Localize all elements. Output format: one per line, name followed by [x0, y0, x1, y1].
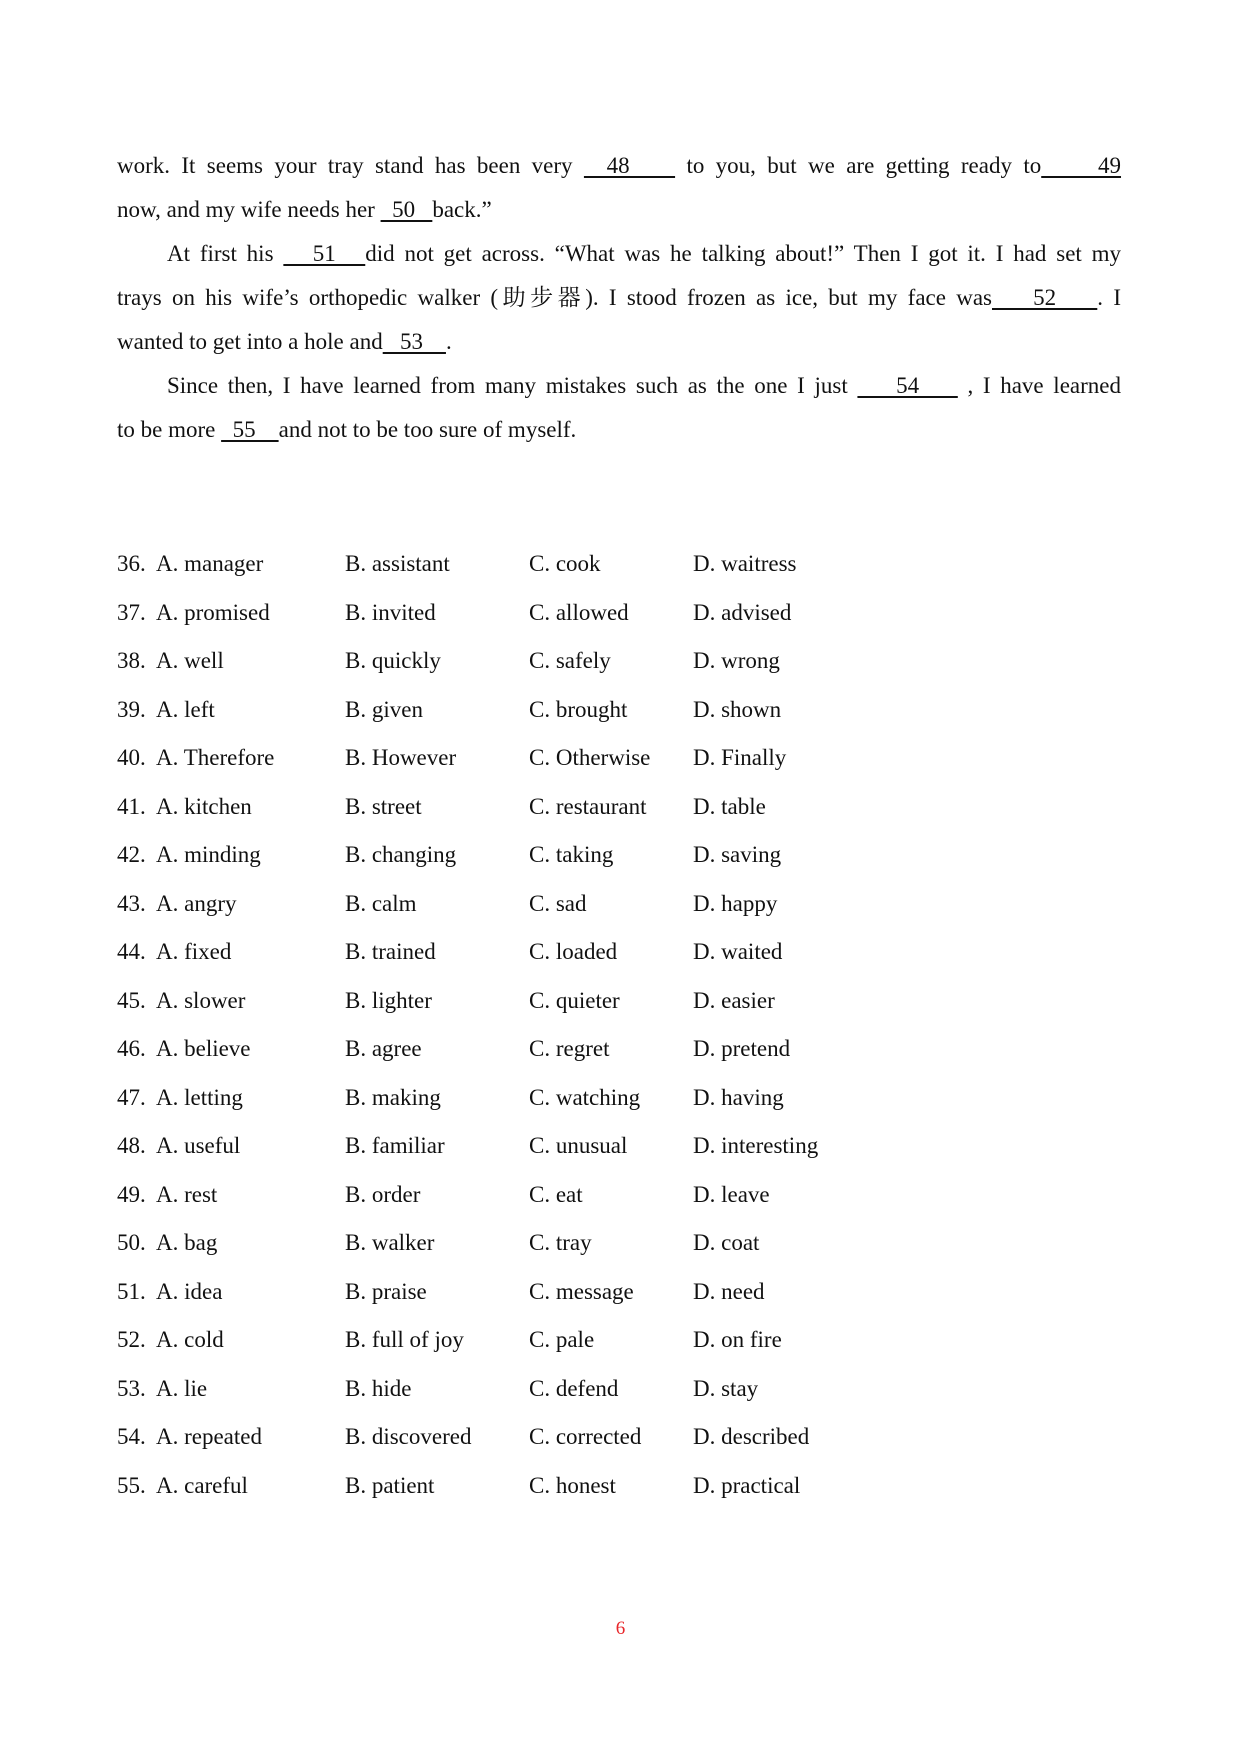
option-c: C. regret — [529, 1036, 610, 1061]
option-a: A. lie — [156, 1375, 208, 1401]
question-number: 54. — [117, 1424, 146, 1449]
option-b: B. assistant — [345, 551, 450, 576]
option-a: A. well — [156, 648, 224, 673]
option-b: B. quickly — [345, 648, 441, 673]
option-d: D. wrong — [693, 648, 780, 673]
option-d: D. advised — [693, 599, 792, 625]
passage-text: trays on his wife’s orthopedic walker (助步器). I stood frozen as ice, but my face was — [117, 285, 992, 310]
option-c: C. loaded — [529, 939, 618, 964]
passage-text: to be more — [117, 417, 216, 442]
option-d: D. shown — [693, 696, 782, 722]
passage-text: At first his — [167, 241, 274, 266]
question-number: 42. — [117, 842, 146, 867]
option-c: C. Otherwise — [529, 745, 651, 770]
question-number: 41. — [117, 793, 146, 819]
passage-line — [167, 372, 1121, 400]
option-b: B. order — [345, 1181, 421, 1207]
question-number: 37. — [117, 599, 146, 625]
option-c: C. safely — [529, 648, 611, 673]
option-a: A. Therefore — [156, 745, 275, 770]
question-number: 50. — [117, 1230, 146, 1255]
passage-text: back.” — [432, 197, 492, 222]
blank-55: 55 — [221, 417, 279, 442]
option-b: B. invited — [345, 599, 436, 625]
page-number: 6 — [615, 1618, 626, 1639]
option-a: A. cold — [156, 1327, 224, 1352]
option-b: B. patient — [345, 1472, 435, 1498]
option-b: B. agree — [345, 1036, 422, 1061]
option-d: D. coat — [693, 1230, 760, 1255]
option-a: A. repeated — [156, 1424, 262, 1449]
option-a: A. manager — [156, 551, 264, 576]
passage-line — [117, 152, 1121, 180]
option-b: B. discovered — [345, 1424, 472, 1449]
passage-text: to you, but we are getting ready to — [686, 153, 1042, 178]
option-a: A. left — [156, 696, 215, 722]
question-number: 55. — [117, 1472, 146, 1498]
option-a: A. letting — [156, 1084, 243, 1110]
question-number: 49. — [117, 1181, 146, 1207]
question-number: 53. — [117, 1375, 146, 1401]
option-d: D. described — [693, 1424, 810, 1449]
option-c: C. restaurant — [529, 793, 647, 819]
option-d: D. easier — [693, 987, 775, 1013]
passage-line — [117, 416, 576, 444]
option-a: A. kitchen — [156, 793, 252, 819]
passage-line — [117, 196, 492, 224]
blank-52: 52 — [992, 285, 1098, 310]
option-c: C. watching — [529, 1084, 641, 1110]
passage-text: Since then, I have learned from many mistakes such as the one I just — [167, 373, 848, 398]
option-d: D. pretend — [693, 1036, 791, 1061]
option-d: D. happy — [693, 890, 778, 916]
option-d: D. practical — [693, 1472, 801, 1498]
option-b: B. trained — [345, 939, 436, 964]
option-a: A. promised — [156, 599, 270, 625]
option-d: D. interesting — [693, 1133, 819, 1158]
option-b: B. hide — [345, 1375, 412, 1401]
option-a: A. useful — [156, 1133, 241, 1158]
option-a: A. minding — [156, 842, 261, 867]
option-a: A. slower — [156, 987, 246, 1013]
option-c: C. corrected — [529, 1424, 642, 1449]
option-a: A. careful — [156, 1472, 248, 1498]
option-b: B. given — [345, 696, 423, 722]
question-number: 48. — [117, 1133, 146, 1158]
option-c: C. eat — [529, 1181, 583, 1207]
option-d: D. Finally — [693, 745, 787, 770]
question-number: 47. — [117, 1084, 146, 1110]
passage-text: wanted to get into a hole and — [117, 329, 383, 354]
option-c: C. quieter — [529, 987, 620, 1013]
option-d: D. waited — [693, 939, 783, 964]
option-b: B. calm — [345, 890, 417, 916]
option-c: C. brought — [529, 696, 628, 722]
option-a: A. angry — [156, 890, 237, 916]
option-c: C. sad — [529, 890, 587, 916]
blank-50: 50 — [380, 197, 433, 222]
question-number: 46. — [117, 1036, 146, 1061]
question-number: 44. — [117, 939, 146, 964]
passage-text: and not to be too sure of myself. — [278, 417, 577, 442]
option-b: B. praise — [345, 1278, 427, 1304]
passage-line — [117, 328, 452, 356]
blank-53: 53 — [382, 329, 446, 354]
option-a: A. believe — [156, 1036, 251, 1061]
question-number: 40. — [117, 745, 146, 770]
blank-54: 54 — [857, 373, 958, 398]
passage-line — [167, 240, 1121, 268]
option-b: B. familiar — [345, 1133, 445, 1158]
option-b: B. street — [345, 793, 422, 819]
option-d: D. waitress — [693, 551, 797, 576]
blank-49: 49 — [1041, 153, 1122, 178]
option-c: C. tray — [529, 1230, 592, 1255]
question-number: 51. — [117, 1278, 146, 1304]
passage-text: , I have learned — [967, 373, 1121, 398]
option-c: C. defend — [529, 1375, 619, 1401]
option-c: C. pale — [529, 1327, 595, 1352]
option-b: B. walker — [345, 1230, 435, 1255]
option-c: C. unusual — [529, 1133, 628, 1158]
option-b: B. changing — [345, 842, 457, 867]
blank-51: 51 — [283, 241, 366, 266]
question-number: 45. — [117, 987, 146, 1013]
option-b: B. lighter — [345, 987, 432, 1013]
option-d: D. leave — [693, 1181, 770, 1207]
option-d: D. need — [693, 1278, 765, 1304]
passage-line — [117, 284, 1121, 312]
option-c: C. message — [529, 1278, 634, 1304]
option-b: B. making — [345, 1084, 441, 1110]
option-c: C. allowed — [529, 599, 629, 625]
blank-48: 48 — [583, 153, 676, 178]
question-number: 39. — [117, 696, 146, 722]
option-a: A. rest — [156, 1181, 218, 1207]
option-c: C. cook — [529, 551, 601, 576]
question-number: 36. — [117, 551, 146, 576]
option-d: D. table — [693, 793, 766, 819]
option-c: C. taking — [529, 842, 614, 867]
option-c: C. honest — [529, 1472, 616, 1498]
passage-text: . — [445, 329, 452, 354]
option-a: A. bag — [156, 1230, 218, 1255]
passage-text: . I — [1097, 285, 1121, 310]
question-number: 52. — [117, 1327, 146, 1352]
option-d: D. saving — [693, 842, 782, 867]
option-a: A. fixed — [156, 939, 232, 964]
option-d: D. having — [693, 1084, 784, 1110]
question-number: 38. — [117, 648, 146, 673]
option-b: B. However — [345, 745, 457, 770]
option-a: A. idea — [156, 1278, 223, 1304]
question-number: 43. — [117, 890, 146, 916]
passage-text: did not get across. “What was he talking about!” Then I got it. I had set my — [365, 241, 1122, 266]
option-b: B. full of joy — [345, 1327, 464, 1352]
passage-text: work. It seems your tray stand has been very — [117, 153, 573, 178]
option-d: D. on fire — [693, 1327, 782, 1352]
passage-text: now, and my wife needs her — [117, 197, 375, 222]
option-d: D. stay — [693, 1375, 759, 1401]
